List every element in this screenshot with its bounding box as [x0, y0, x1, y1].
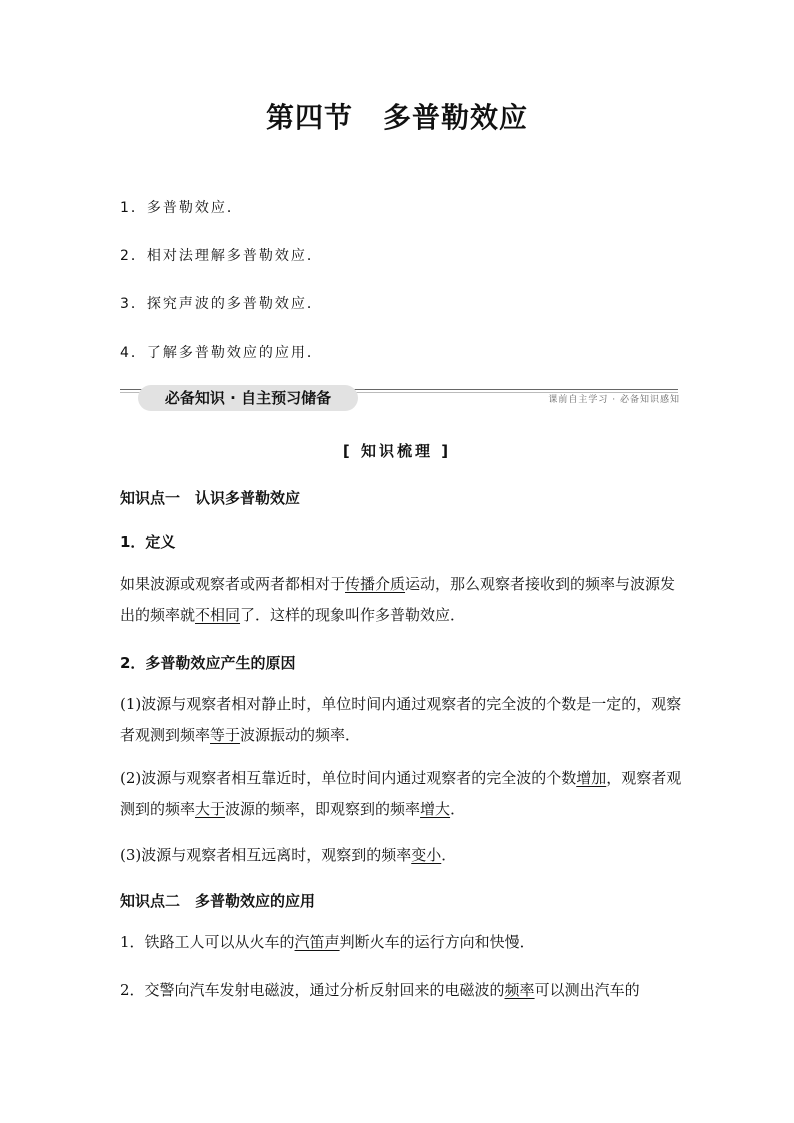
- section-band: [120, 380, 680, 420]
- title-section-number: 第四节: [265, 101, 353, 134]
- answer-blank: 不相同: [195, 606, 241, 624]
- knowledge-point-2-heading: 知识点二 多普勒效应的应用: [120, 892, 316, 910]
- definition-paragraph: 如果波源或观察者或两者都相对于传播介质运动，那么观察者接收到的频率与波源发出的频率就不相同了．这样的现象叫作多普勒效应．: [120, 575, 676, 624]
- cause-paragraph-3: (3)波源与观察者相互远离时，观察到的频率变小．: [120, 846, 457, 864]
- definition-heading: 1．定义: [120, 533, 176, 551]
- application-paragraph-2: 2．交警向汽车发射电磁波，通过分析反射回来的电磁波的频率可以测出汽车的: [120, 981, 640, 999]
- answer-blank: 传播介质: [345, 575, 406, 593]
- objective-item: 1．多普勒效应．: [120, 200, 243, 216]
- answer-blank: 变小: [411, 846, 442, 864]
- answer-blank: 增加: [576, 769, 607, 787]
- cause-paragraph-1: (1)波源与观察者相对静止时，单位时间内通过观察者的完全波的个数是一定的，观察者观测到频率等于波源振动的频率．: [120, 695, 682, 744]
- objective-item: 2．相对法理解多普勒效应．: [120, 248, 323, 264]
- answer-blank: 增大: [420, 800, 451, 818]
- cause-heading: 2．多普勒效应产生的原因: [120, 654, 296, 672]
- knowledge-point-1-heading: 知识点一 认识多普勒效应: [120, 489, 301, 507]
- answer-blank: 等于: [210, 726, 241, 744]
- section-tagline: 课前自主学习 · 必备知识感知: [548, 395, 680, 405]
- answer-blank: 大于: [195, 800, 226, 818]
- page-title: [0, 96, 794, 136]
- section-tab: 必备知识 · 自主预习储备: [138, 385, 358, 411]
- objective-item: 4．了解多普勒效应的应用．: [120, 345, 323, 361]
- application-paragraph-1: 1．铁路工人可以从火车的汽笛声判断火车的运行方向和快慢．: [120, 933, 535, 951]
- answer-blank: 频率: [504, 981, 535, 999]
- answer-blank: 汽笛声: [294, 933, 340, 951]
- objective-item: 3．探究声波的多普勒效应．: [120, 296, 323, 312]
- title-topic: 多普勒效应: [383, 101, 529, 134]
- knowledge-subheading: [ 知识梳理 ]: [342, 442, 452, 460]
- cause-paragraph-2: (2)波源与观察者相互靠近时，单位时间内通过观察者的完全波的个数增加，观察者观测到的频率大于波源的频率，即观察到的频率增大．: [120, 769, 682, 818]
